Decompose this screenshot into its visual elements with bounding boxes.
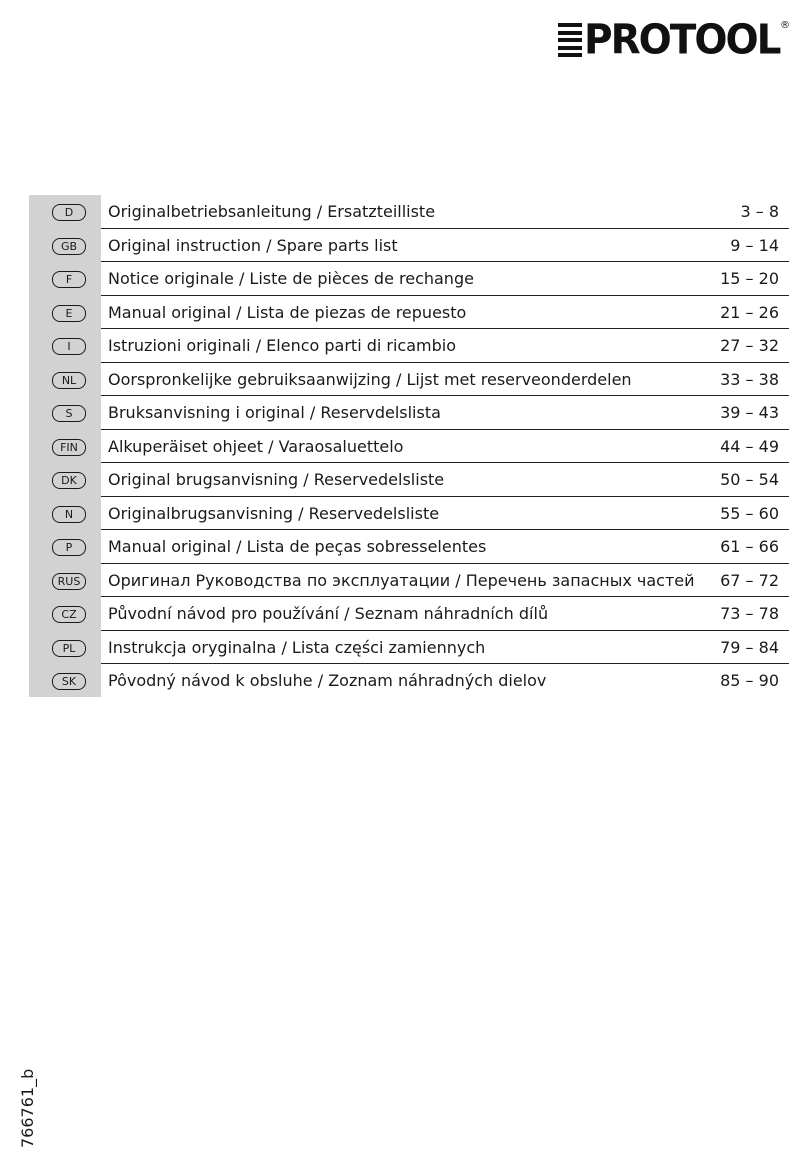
toc-pages: 61 – 66 xyxy=(720,537,779,556)
registered-mark: ® xyxy=(780,20,790,31)
toc-title: Originalbetriebsanleitung / Ersatzteilliste xyxy=(108,202,436,221)
brand-name: PROTOOL xyxy=(584,16,780,64)
toc-title: Originalbrugsanvisning / Reservedelsliste xyxy=(108,503,440,523)
toc-row-s xyxy=(29,396,789,430)
toc-pages: 9 – 14 xyxy=(730,235,779,255)
language-badge: NL xyxy=(52,372,86,389)
toc-row-cz xyxy=(29,597,789,631)
toc-pages: 55 – 60 xyxy=(720,503,779,523)
toc-pages: 85 – 90 xyxy=(720,671,779,690)
protool-logo xyxy=(558,16,790,64)
toc-pages: 33 – 38 xyxy=(720,369,779,389)
toc-row-gb xyxy=(29,229,789,263)
toc-title: Instrukcja oryginalna / Lista części zamiennych xyxy=(108,637,486,657)
toc-pages: 79 – 84 xyxy=(720,637,779,657)
language-badge: S xyxy=(52,405,86,422)
table-of-contents xyxy=(29,195,789,698)
toc-title: Notice originale / Liste de pièces de rechange xyxy=(108,269,474,288)
language-badge: N xyxy=(52,506,86,523)
language-badge: F xyxy=(52,271,86,288)
language-badge: DK xyxy=(52,472,86,489)
toc-pages: 73 – 78 xyxy=(720,604,779,623)
toc-row-e xyxy=(29,296,789,330)
toc-pages: 15 – 20 xyxy=(720,269,779,288)
language-badge: GB xyxy=(52,238,86,255)
toc-row-fin xyxy=(29,430,789,464)
toc-pages: 3 – 8 xyxy=(740,202,779,221)
toc-row-p xyxy=(29,530,789,564)
toc-pages: 50 – 54 xyxy=(720,470,779,489)
toc-title: Původní návod pro používání / Seznam náhradních dílů xyxy=(108,604,549,623)
toc-title: Pôvodný návod k obsluhe / Zoznam náhradných dielov xyxy=(108,671,547,690)
toc-title: Оригинал Руководства по эксплуатации / Перечень запасных частей xyxy=(108,570,695,590)
toc-title: Oorspronkelijke gebruiksaanwijzing / Lijst met reserveonderdelen xyxy=(108,369,632,389)
toc-row-rus xyxy=(29,564,789,598)
language-badge: PL xyxy=(52,640,86,657)
language-badge: FIN xyxy=(52,439,86,456)
logo-bars-icon xyxy=(558,23,582,57)
toc-title: Manual original / Lista de peças sobresselentes xyxy=(108,537,487,556)
toc-title: Original brugsanvisning / Reservedelsliste xyxy=(108,470,445,489)
language-badge: P xyxy=(52,539,86,556)
toc-pages: 44 – 49 xyxy=(720,436,779,456)
document-id: 766761_b xyxy=(18,1068,37,1148)
toc-title: Bruksanvisning i original / Reservdelslista xyxy=(108,403,441,422)
language-badge: SK xyxy=(52,673,86,690)
language-badge: D xyxy=(52,204,86,221)
toc-row-nl xyxy=(29,363,789,397)
toc-row-dk xyxy=(29,463,789,497)
toc-pages: 39 – 43 xyxy=(720,403,779,422)
toc-row-i xyxy=(29,329,789,363)
toc-title: Original instruction / Spare parts list xyxy=(108,235,398,255)
language-badge: RUS xyxy=(52,573,86,590)
toc-row-d xyxy=(29,195,789,229)
toc-pages: 21 – 26 xyxy=(720,302,779,322)
toc-row-f xyxy=(29,262,789,296)
toc-row-n xyxy=(29,497,789,531)
toc-pages: 67 – 72 xyxy=(720,570,779,590)
language-badge: CZ xyxy=(52,606,86,623)
language-badge: E xyxy=(52,305,86,322)
toc-title: Istruzioni originali / Elenco parti di ricambio xyxy=(108,336,457,355)
language-badge: I xyxy=(52,338,86,355)
toc-pages: 27 – 32 xyxy=(720,336,779,355)
toc-row-pl xyxy=(29,631,789,665)
toc-title: Alkuperäiset ohjeet / Varaosaluettelo xyxy=(108,436,404,456)
toc-row-sk xyxy=(29,664,789,698)
toc-title: Manual original / Lista de piezas de repuesto xyxy=(108,302,467,322)
